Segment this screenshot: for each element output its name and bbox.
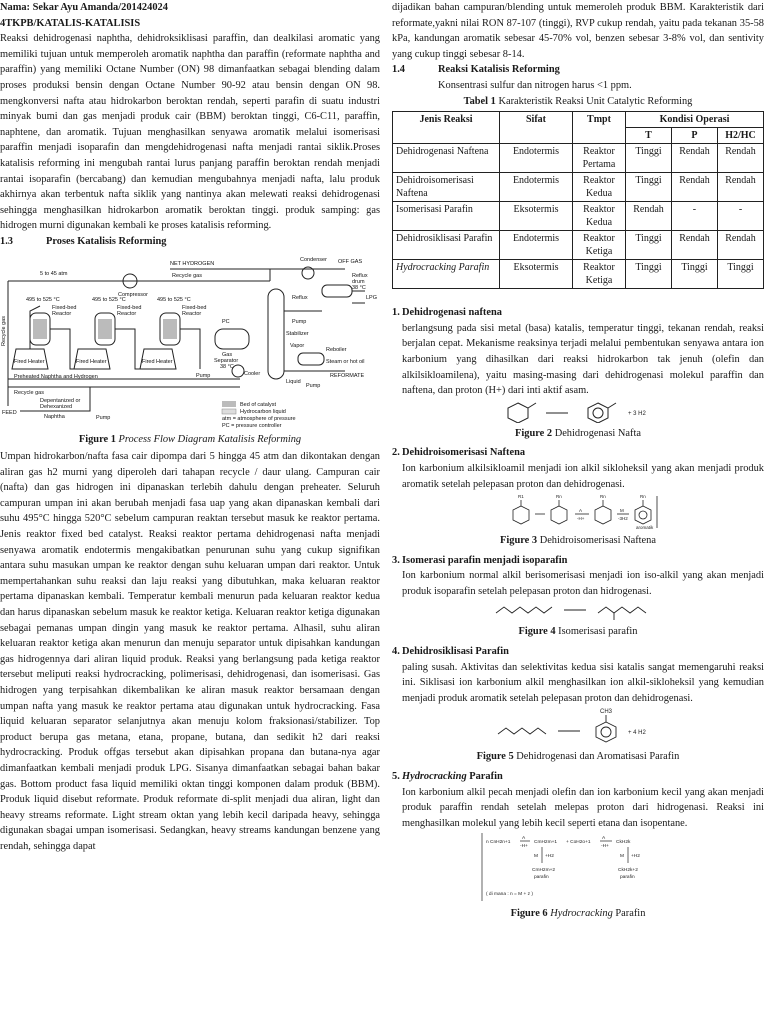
- figure-3-caption: [392, 533, 764, 549]
- figure-caption-text: Parafin: [612, 908, 646, 920]
- continued-paragraph: dijadikan bahan campuran/blending untuk memeroleh produk BBM. Karakteristik dari reformate,yakni nilai RON 87-107 (tinggi), RVP cukup rendah, yaitu pada tekanan 35-58 kPa, kandungan aromatik sebesar 45-70% vol, benzen sebesar 3-8% vol, dan sentivity yang cukup tinggi sebesar 8-14.: [392, 2, 764, 60]
- cell-t: Rendah: [626, 202, 672, 231]
- class-line: 4TKPB/KATALIS-KATALISIS: [0, 17, 141, 29]
- pfd-sep-temp: 38 °C: [220, 363, 234, 370]
- pfd-steam: Steam or hot oil: [326, 358, 365, 365]
- cell-sifat: Endotermis: [500, 144, 573, 173]
- heading-number: 2.: [392, 447, 400, 459]
- figure-label: Figure 1: [78, 433, 116, 445]
- pfd-fired-heater-1: Fired Heater: [14, 358, 45, 365]
- fig6-cm: CmH2m+1: [534, 840, 558, 846]
- th-kondisi: Kondisi Operasi: [626, 112, 764, 128]
- fig6-m2: M: [620, 854, 624, 860]
- sulfur-note: Konsentrasi sulfur dan nitrogen harus <1 ppm.: [438, 79, 632, 91]
- heading-number: 4.: [392, 646, 400, 658]
- cell-h: Tinggi: [717, 260, 763, 289]
- pfd-reactor-1: Reactor: [52, 310, 72, 317]
- pfd-reflux-drum: Reflux: [352, 272, 368, 279]
- cell-sifat: Eksotermis: [500, 202, 573, 231]
- pfd-fixed-bed-3: Fixed-bed: [182, 304, 207, 311]
- pfd-temp-2: 495 to 525 °C: [92, 296, 126, 303]
- table-row: [393, 231, 764, 260]
- section-title: Reaksi Katalisis Reforming: [438, 64, 560, 76]
- pfd-lpg: LPG: [366, 294, 378, 301]
- cell-jenis: Dehidroisomerisasi Naftena: [393, 173, 500, 202]
- pfd-legend-liquid: Hydrocarbon liquid: [240, 408, 286, 415]
- heading-text: Dehidrosiklisasi Parafin: [402, 646, 509, 658]
- pfd-fired-heater-2: Fired Heater: [76, 358, 107, 365]
- heading-number: 5.: [392, 771, 400, 783]
- figure-label: Figure 3: [500, 535, 538, 547]
- pfd-drum-temp: 38 °C: [352, 284, 366, 291]
- cell-h: Rendah: [717, 231, 763, 260]
- figure-caption-text: Dehidrogenasi Nafta: [554, 427, 641, 439]
- pfd-cooler: Cooler: [244, 370, 261, 377]
- pfd-temp-1: 495 to 525 °C: [26, 296, 60, 303]
- pfd-drum: drum: [352, 278, 365, 285]
- table-label: Tabel 1: [463, 95, 496, 107]
- heading-dehidrogenasi: [392, 305, 764, 321]
- pfd-pressure: 5 to 45 atm: [40, 270, 68, 277]
- pfd-legend-atm: atm = atmosphere of pressure: [222, 415, 296, 422]
- heading-text: Dehidrogenasi naftena: [402, 307, 502, 319]
- fig6-a: A: [522, 836, 526, 842]
- figure-label: Figure 2: [515, 427, 553, 439]
- pfd-reactor-2: Reactor: [117, 310, 137, 317]
- pfd-off-gas: OFF GAS: [338, 258, 363, 265]
- th-sifat: Sifat: [500, 112, 573, 144]
- figure-caption-italic: Hydrocracking: [550, 908, 613, 920]
- pfd-reflux: Reflux: [292, 294, 308, 301]
- pfd-recycle-gas-side: Recycle gas: [1, 315, 7, 346]
- table-header-row: [393, 112, 764, 128]
- pfd-pc: PC: [222, 318, 230, 325]
- cell-h: -: [717, 202, 763, 231]
- cell-jenis: Dehidrosiklisasi Parafin: [393, 231, 500, 260]
- pfd-net-hydrogen: NET HYDROGEN: [170, 260, 215, 267]
- pfd-separator: Separator: [214, 357, 239, 364]
- figure-caption-text: Isomerisasi parafin: [558, 626, 638, 638]
- figure-1-caption: [0, 432, 380, 448]
- fig6-note: ( di mana : n = M + z ): [486, 892, 533, 898]
- fig6-p1: CmH2m+2: [532, 868, 556, 874]
- cell-jenis: Isomerisasi Parafin: [393, 202, 500, 231]
- fig6-p1b: parafin: [534, 875, 549, 881]
- cell-p: Rendah: [671, 231, 717, 260]
- cell-p: -: [671, 202, 717, 231]
- fig3-rn-3: Rn: [640, 494, 646, 500]
- cell-jenis: Hydrocracking Parafin: [393, 260, 500, 289]
- cell-t: Tinggi: [626, 173, 672, 202]
- cell-p: Tinggi: [671, 260, 717, 289]
- section-heading-1-4: [392, 62, 764, 78]
- heading-text: Isomerasi parafin menjadi isoparafin: [402, 554, 568, 566]
- cell-t: Tinggi: [626, 144, 672, 173]
- paragraph-isomerasi: Ion karbonium normal alkil berisomerisasi menjadi ion iso-alkil yang akan menjadi produk isoparafin setelah pelepasan proton dan hidrogenasi.: [402, 570, 764, 597]
- fig6-p2b: parafin: [620, 875, 635, 881]
- fig6-a-2: A: [602, 836, 606, 842]
- cell-h: Rendah: [717, 173, 763, 202]
- figure-5-caption: [392, 749, 764, 765]
- heading-text: Dehidroisomerisasi Naftena: [402, 447, 526, 459]
- process-description: Umpan hidrokarbon/nafta fasa cair dipompa dari 5 hingga 45 atm dan dikontakan dengan aliran gas h2 murni yang diperoleh dari tahapan recycle / daur ulang. Campuran cair (nafta) dan gas hidrogen ini dipanaskan terlebih dahulu dengan preheater. Seluruh campuran umpan ini akan berubah menjadi fasa uap yang akan dipanaskan kembali dari suhu 495°C hingga 520°C sebelum campuran reaktan tersebut masuk ke reaktor pertama. Jenis reaktor fixed bed catalyst. Reaksi reaktor pertama dehidrogenasi nafta menjadi senyawa aromatik endotermis mengakibatkan penurunan suhu yang cukup signifikan antara suhu masukan umpan ke reaktor dengan suhu keluaran umpan dari reaktor. Untuk mempertahankan suhu reaksi dan laju reaksi yang dibutuhkan, maka keluaran reaktor pertama dipanaskan kembali. Temperatur kembali menurun pada keluaran reaktor kedua dan harus dipanaskan sebelum masuk ke reaktor ketiga. Keluaran reaktor ketiga digunakan sebagai pemanas umpan dingin yang masuk ke reaktor pertama. Alhasil, suhu aliran keluaran reaktor ketiga akan menurun dan menuju separator untuk dipisahkan kandungan gas hidrogennya dari aliran liquid produk. Reaksi yang berlangsung pada ketiga reaktor tersebut meliputi reaksi hydrocracking, polimerisasi, dehidrogenasi, dan isomerisasi. Gas hidrogen yang terpisahkan dikembalikan ke aliran masuk reaktor bersamaan dengan umpan nafta yang masuk ke reaktor pertama atau digunakan untuk hydrocracking. Fasa liquid keluaran separator selanjutnya akan menuju kolom fraksionasi/stabilizer. Top product berupa gas metana, etana, propane, butana, dan sedikit h2 dari reaksi hydrocracking. Produk offgas tersebut akan dipisahkan propana dan butana-nya agar dimanfaatkan kembali menjadi produk LPG. Sisanya dimanfaatkan sebagai bahan bakar gas. Bottom product fasa liquid memiliki oktan tinggi komponen dalam produk (BBM). Produk liquid disebut reformate. Produk reformate di-split menjadi dua aliran, light dan heavy streams reformate. Light stream oktan yang lebih kecil daripada heavy, sehingga digunakan sbagai umpan isomerisasi. Sedangkan, heavy streams kandungan benzene yang rendah, sehingga dapat: [0, 451, 380, 852]
- figure-4-caption: [392, 624, 764, 640]
- fig3-h2: -3H2: [618, 516, 628, 522]
- th-p: P: [671, 128, 717, 144]
- figure-caption-text: Dehidrogenasi dan Aromatisasi Parafin: [516, 751, 680, 763]
- process-flow-diagram: [0, 251, 380, 429]
- pfd-temp-3: 495 to 525 °C: [157, 296, 191, 303]
- pfd-feed: FEED: [2, 409, 17, 416]
- figure-label: Figure 5: [476, 751, 514, 763]
- fig3-rn-2: Rn: [600, 494, 606, 500]
- cell-tmpt: Reaktor Pertama: [573, 144, 626, 173]
- paragraph-dehidroisomerisasi: Ion karbonium alkilsikloamil menjadi ion alkil sikloheksil yang akan menjadi produk aromatik setelah pelepasan proton dan dehidrogenasi.: [402, 462, 764, 490]
- figure-5-structure: [468, 706, 688, 746]
- fig6-reactant: n CnH2n+1: [486, 840, 511, 846]
- cell-sifat: Endotermis: [500, 231, 573, 260]
- table-caption-text: Karakteristik Reaksi Unit Catalytic Reforming: [498, 95, 693, 107]
- fig6-h2b: +H2: [631, 854, 640, 860]
- cell-tmpt: Reaktor Ketiga: [573, 260, 626, 289]
- fig6-h: -H+: [520, 844, 528, 850]
- pfd-recycle-gas-bottom: Recycle gas: [14, 389, 44, 396]
- paragraph-hydrocracking: Ion karbonium alkil pecah menjadi olefin dan ion karbonium kecil yang akan menjadi produk paraffin rendah setelah melepas proton dari hidrogenasi. Reaksi ini menghasilkan molekul yang lebih kecil seperti etana dan isopentane.: [402, 786, 764, 829]
- pfd-fixed-bed-1: Fixed-bed: [52, 304, 77, 311]
- figure-6-structure: [478, 831, 678, 903]
- intro-paragraph: Reaksi dehidrogenasi naphtha, dehidroksiklisasi paraffin, dan dealkilasi aromatic yang memiliki tujuan untuk memperoleh aromatik naphtha dan paraffin (reformate naphtha and paraffin) yang memiliki Octane Number (ON) 98 dimanfaatkan sebagai blending dalam proses produksi bensin dengan Octane Number 90-92 atau bensin dengan ON 98. mengkonversi nafta atau hidrokarbon beroktan rendah, seperti parafin di suatu industri minyak bumi dan gas menjadi produk cair (BBM) beroktan tinggi, C6-C11, paraffin, naphtene, dan aromatik. Tujuan menghasilkan senyawa aromatik melalui isomerisasi paraffin menjadi isoparafin dan mengdehidrogenasi nafta menjadi rantai siklik.Proses katalisis reforming ini mengubah rantai lurus panjang paraffin beroktan rendah menjadi rantai isoparafin (bercabang) dan kemudian mengubahnya menjadi nafta, lalu produk akhirnya akan terbentuk nafta siklik yang nantinya akan melewati reaksi dehidrogenasi sehingga menghasilkan hidrokarbon aromatik beroktan tinggi. produk samping: gas hidrogen murni digunakan kembali ke proses katalisis reforming.: [0, 33, 380, 232]
- figure-2-caption: [392, 426, 764, 442]
- pfd-reformate: REFORMATE: [330, 372, 365, 379]
- cell-sifat: Endotermis: [500, 173, 573, 202]
- figure-label: Figure 6: [510, 908, 548, 920]
- pfd-feed-desc-3: Naphtha: [44, 413, 65, 420]
- cell-tmpt: Reaktor Kedua: [573, 202, 626, 231]
- fig3-product: aromatik: [636, 525, 654, 531]
- fig3-m: M: [620, 508, 624, 514]
- figure-caption-text: Process Flow Diagram Katalisis Reforming: [118, 433, 302, 445]
- figure-2-h2: + 3 H2: [628, 410, 646, 417]
- figure-3-structure: [493, 492, 663, 530]
- fig6-h2a: +H2: [545, 854, 554, 860]
- cell-jenis: Dehidrogenasi Naftena: [393, 144, 500, 173]
- fig3-a: A: [579, 508, 583, 514]
- cell-p: Rendah: [671, 144, 717, 173]
- pfd-reboiler: Reboiler: [326, 346, 347, 353]
- table-row: [393, 202, 764, 231]
- cell-t: Tinggi: [626, 260, 672, 289]
- pfd-legend-pc: PC = pressure controller: [222, 422, 282, 429]
- fig3-h: -H+: [577, 516, 585, 522]
- table-row: [393, 173, 764, 202]
- author-line: Nama: Sekar Ayu Amanda/201424024: [0, 2, 168, 13]
- table-row: [393, 144, 764, 173]
- heading-number: 3.: [392, 554, 400, 566]
- left-column: [0, 0, 380, 855]
- cell-tmpt: Reaktor Kedua: [573, 173, 626, 202]
- pfd-compressor: Compressor: [118, 291, 148, 298]
- th-h2hc: H2/HC: [717, 128, 763, 144]
- section-number: 1.3: [0, 235, 13, 247]
- table-caption: [392, 94, 764, 110]
- figure-2-structure: [478, 399, 678, 423]
- section-number: 1.4: [392, 64, 405, 76]
- cell-p: Rendah: [671, 173, 717, 202]
- pfd-pump-3: Pump: [196, 372, 211, 379]
- cell-sifat: Eksotermis: [500, 260, 573, 289]
- pfd-feed-desc-1: Depentanized or: [40, 397, 81, 404]
- figure-4-structure: [478, 599, 678, 621]
- heading-number: 1.: [392, 307, 400, 319]
- heading-italic: Hydrocracking: [402, 771, 467, 783]
- pfd-preheated: Preheated Naphtha and Hydrogen: [14, 373, 98, 380]
- pfd-stabilizer: Stabilizer: [286, 330, 309, 337]
- figure-5-h2: + 4 H2: [628, 730, 646, 737]
- pfd-condenser: Condenser: [300, 256, 327, 263]
- pfd-reactor-3: Reactor: [182, 310, 202, 317]
- cell-t: Tinggi: [626, 231, 672, 260]
- pfd-pump-2: Pump: [306, 382, 321, 389]
- pfd-recycle-gas: Recycle gas: [172, 272, 202, 279]
- fig6-p2: CkH2k+2: [618, 868, 638, 874]
- heading-isomerasi: [392, 553, 764, 569]
- reaction-table: [392, 111, 764, 289]
- heading-dehidrosiklisasi: [392, 644, 764, 660]
- fig3-rn: Rn: [556, 494, 562, 500]
- heading-hydrocracking: [392, 769, 764, 785]
- figure-label: Figure 4: [518, 626, 556, 638]
- pfd-pump-4: Pump: [96, 414, 111, 421]
- pfd-liquid: Liquid: [286, 378, 301, 385]
- pfd-gas: Gas: [222, 351, 233, 358]
- th-jenis: Jenis Reaksi: [393, 112, 500, 144]
- figure-6-caption: [392, 906, 764, 922]
- pfd-vapor: Vapor: [290, 342, 305, 349]
- figure-caption-text: Dehidroisomerisasi Naftena: [539, 535, 656, 547]
- right-column: [392, 0, 764, 924]
- heading-dehidroisomerisasi: [392, 445, 764, 461]
- pfd-legend-catalyst: Bed of catalyst: [240, 401, 277, 408]
- fig6-ck: CkH2k: [616, 840, 631, 846]
- cell-h: Rendah: [717, 144, 763, 173]
- pfd-fixed-bed-2: Fixed-bed: [117, 304, 142, 311]
- pfd-pump-1: Pump: [292, 318, 307, 325]
- th-t: T: [626, 128, 672, 144]
- fig6-co: + CoH2o+1: [566, 840, 591, 846]
- section-title: Proses Katalisis Reforming: [46, 235, 167, 247]
- heading-text: Parafin: [466, 771, 503, 783]
- table-row: [393, 260, 764, 289]
- paragraph-dehidrosiklisasi: paling susah. Aktivitas dan selektivitas kedua sisi katalis sangat memengaruhi reaksi ini. Siklisasi ion karbonium alkil menghasilkan ion alkil-sikloheksil yang kemudian menjadi produk aromatik setelah pelepasan proton dan dehidrogenasi.: [402, 661, 764, 704]
- pfd-fired-heater-3: Fired Heater: [142, 358, 173, 365]
- th-tmpt: Tmpt: [573, 112, 626, 144]
- cell-tmpt: Reaktor Ketiga: [573, 231, 626, 260]
- fig6-m1: M: [534, 854, 538, 860]
- pfd-feed-desc-2: Dehexanized: [40, 403, 73, 410]
- fig3-r1: R1: [518, 494, 524, 500]
- fig6-h-2: -H+: [601, 844, 609, 850]
- figure-5-ch3: CH3: [600, 709, 613, 716]
- section-heading-1-3: [0, 234, 380, 250]
- paragraph-dehidrogenasi: berlangsung pada sisi metal (basa) katalis, temperatur tinggi, tekanan rendah, reaksi berjalan cepat. Mekanisme reaksinya terjadi melalui pembentukan senyawa antara ion karbonium yang dihasilkan dari reaksi hidrokarbon tak jenuh (olefin dan alkilsikloamilena), yaitu masing-masing dari dehidrogenasi molekul paraffin dan naftena, dan proton (H+) dari inti aktif asam.: [402, 322, 764, 397]
